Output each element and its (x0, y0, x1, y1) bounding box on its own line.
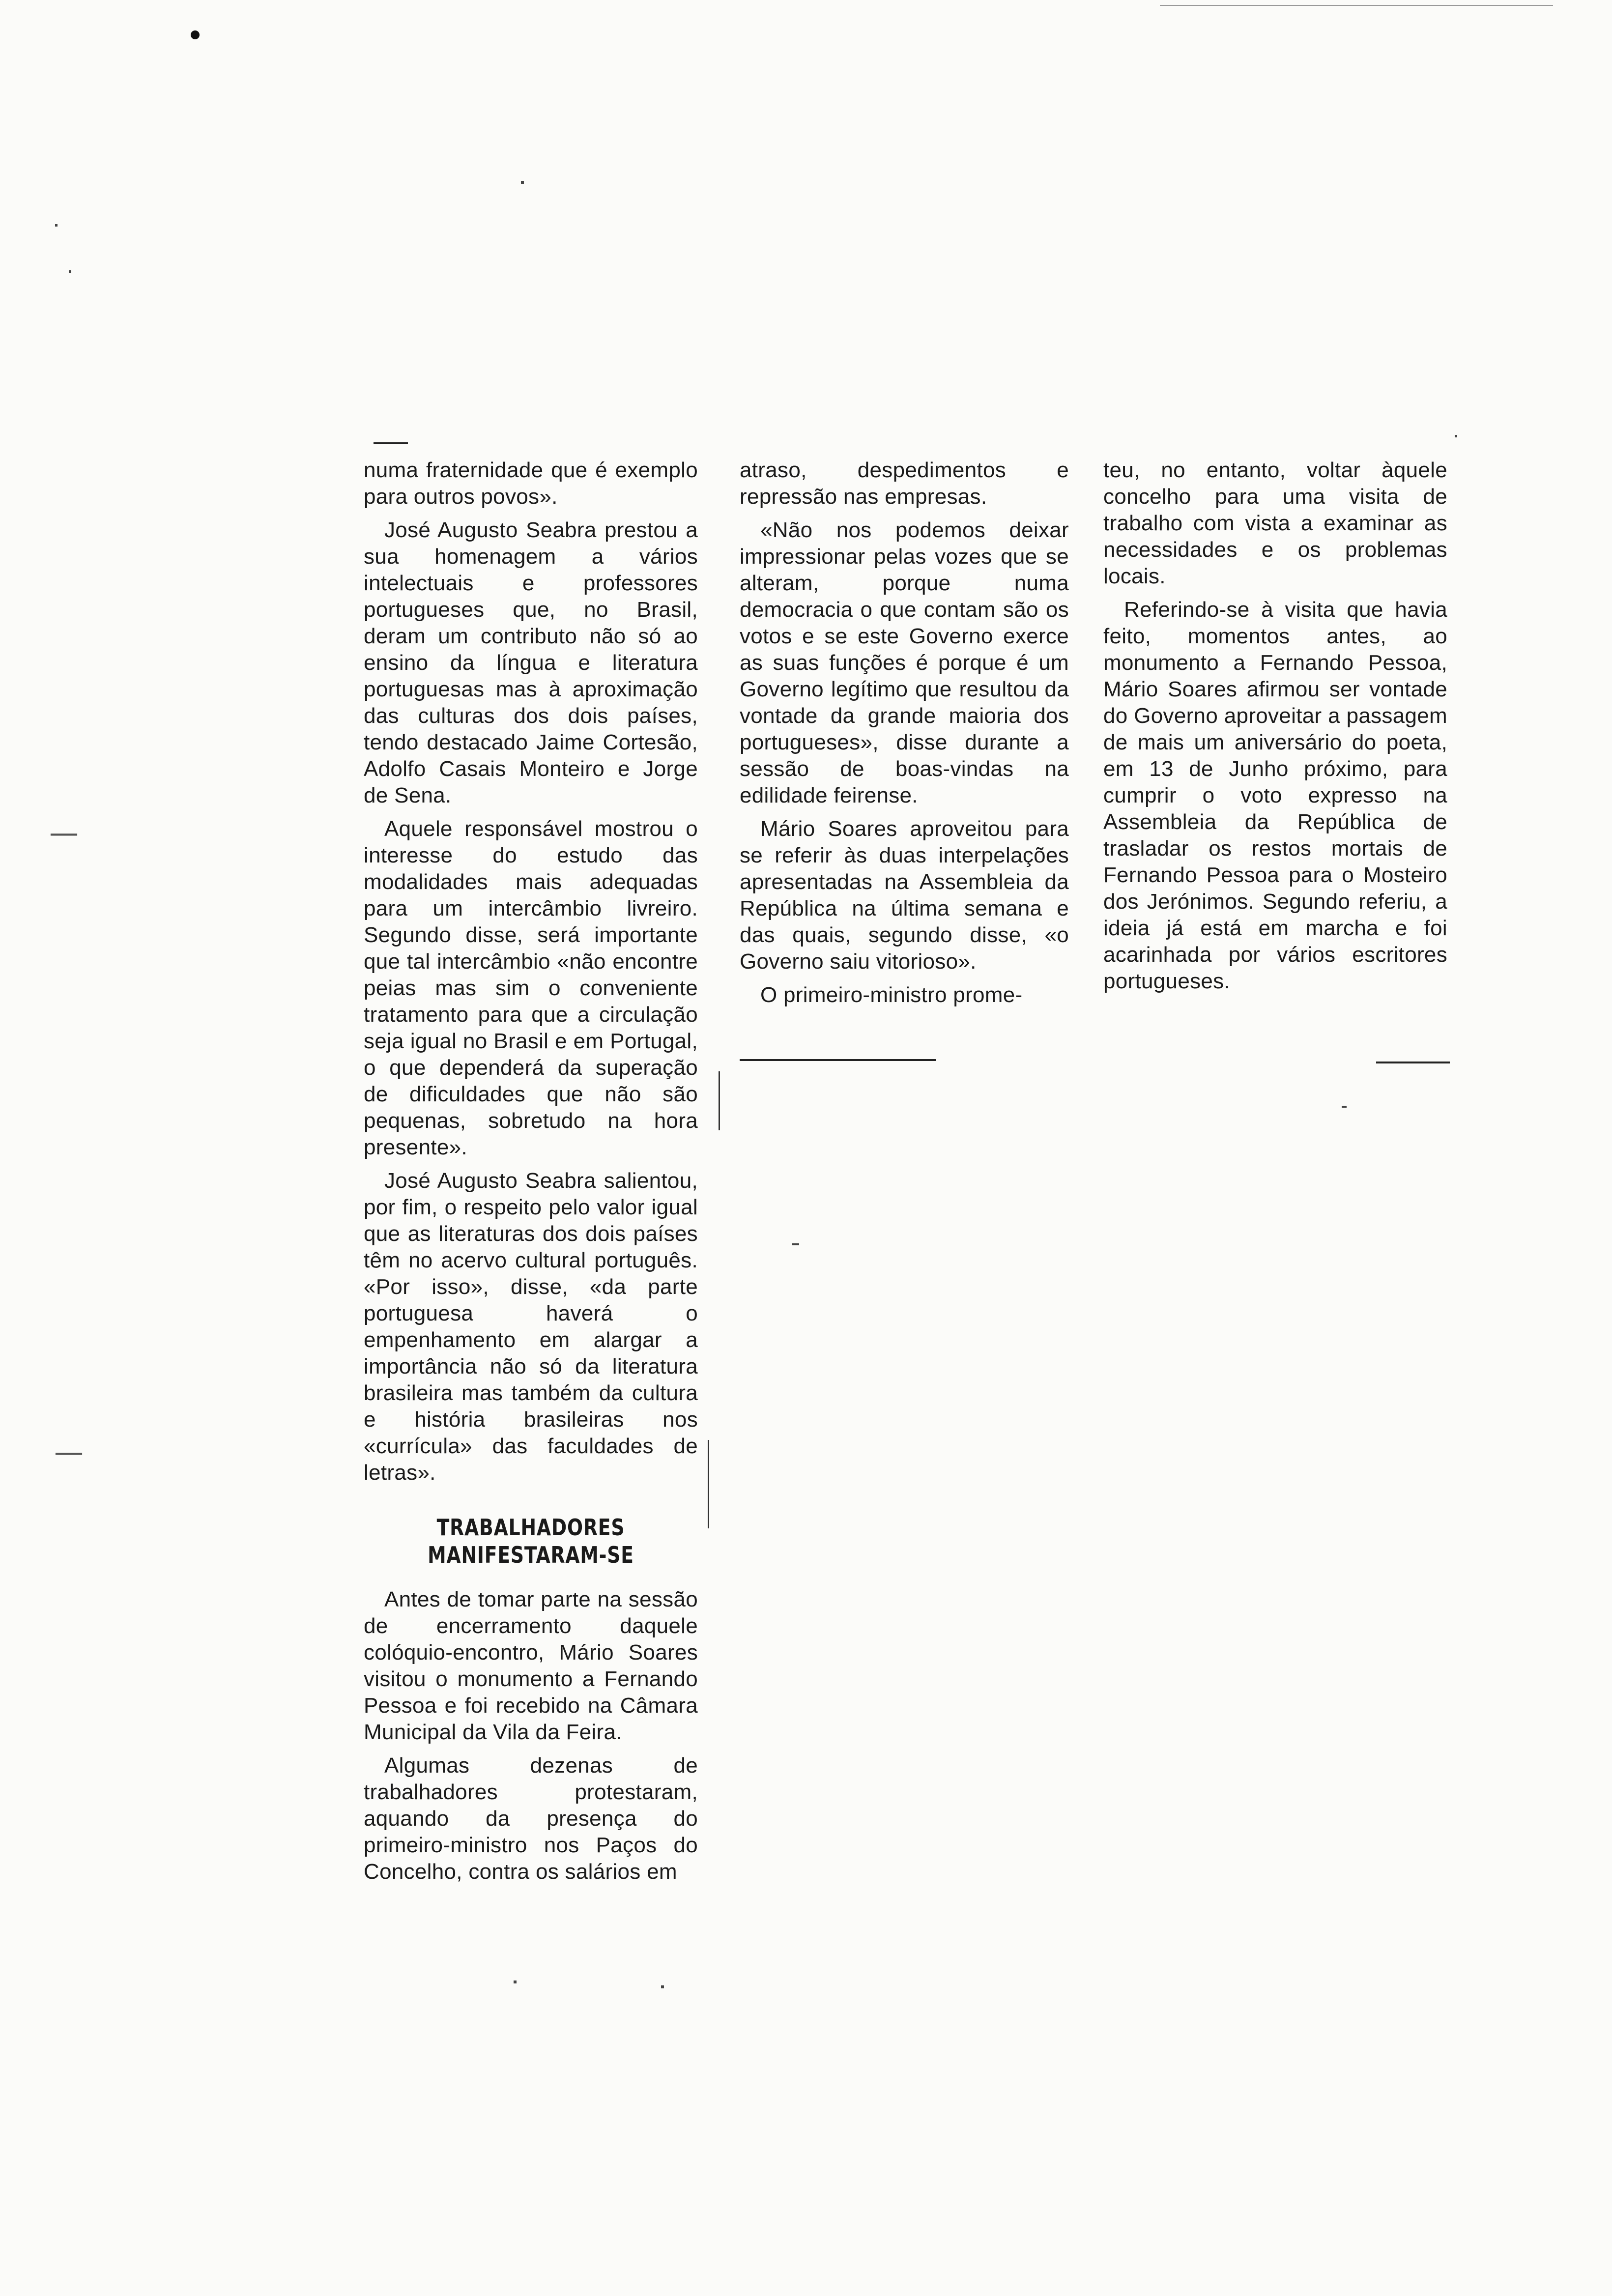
paragraph: numa fraternidade que é exemplo para outros povos». (364, 458, 698, 509)
paragraph: Mário Soares aproveitou para se referir às duas interpelações apresentadas na Assembleia da República na última semana e das quais, segundo disse, «o Governo saiu vitorioso». (740, 817, 1069, 974)
column2-end-rule (740, 1059, 936, 1061)
scan-speck (514, 1980, 517, 1983)
paragraph: atraso, despedimentos e repressão nas empresas. (740, 458, 1069, 509)
paragraph: Algumas dezenas de trabalhadores protestaram, aquando da presença do primeiro-ministro nos Paços do Concelho, contra os salários em (364, 1753, 698, 1884)
scan-speck (55, 224, 58, 227)
column1-top-rule (374, 442, 408, 444)
paragraph: «Não nos podemos deixar impressionar pelas vozes que se alteram, porque numa democracia o que contam são os votos e se este Governo exerce as suas funções é porque é um Governo legítimo que resultou da vontade da grande maioria dos portugueses», disse durante a sessão de boas-vindas na edilidade feirense. (740, 518, 1069, 807)
section-heading-line: MANIFESTARAM-SE (428, 1542, 634, 1568)
paragraph: O primeiro-ministro prome- (760, 983, 1023, 1007)
scan-speck (69, 270, 71, 273)
top-edge-line (1160, 5, 1553, 6)
section-heading (394, 1514, 668, 1569)
margin-dash-mark: — (49, 816, 79, 850)
paragraph: Antes de tomar parte na sessão de encerramento daquele colóquio-encontro, Mário Soares visitou o monumento a Fernando Pessoa e foi recebido na Câmara Municipal da Vila da Feira. (364, 1587, 698, 1744)
paragraph: José Augusto Seabra prestou a sua homenagem a vários intelectuais e professores portugueses que, no Brasil, deram um contributo não só ao ensino da língua e literatura portuguesas mas à aproximação das culturas dos dois países, tendo destacado Jaime Cortesão, Adolfo Casais Monteiro e Jorge de Sena. (364, 518, 698, 807)
scan-speck (521, 181, 524, 184)
paragraph: Referindo-se à visita que havia feito, momentos antes, ao monumento a Fernando Pessoa, Mário Soares afirmou ser vontade do Governo aproveitar a passagem de mais um aniversário do poeta, em 13 de Junho próximo, para cumprir o voto expresso na Assembleia da República de trasladar os restos mortais de Fernando Pessoa para o Mosteiro dos Jerónimos. Segundo referiu, a ideia já está em marcha e foi acarinhada por vários escritores portugueses. (1103, 598, 1447, 993)
scan-speck (661, 1985, 664, 1988)
scan-speck (1455, 435, 1457, 437)
article-column-2 (740, 457, 1069, 1015)
article-column-1 (364, 457, 698, 1892)
punch-hole-dot (191, 30, 200, 39)
column3-end-rule (1376, 1062, 1450, 1063)
scan-speck (1342, 1106, 1347, 1108)
paragraph: teu, no entanto, voltar àquele concelho para uma visita de trabalho com vista a examinar as necessidades e os problemas locais. (1103, 458, 1447, 588)
paragraph: Aquele responsável mostrou o interesse do estudo das modalidades mais adequadas para um intercâmbio livreiro. Segundo disse, será importante que tal intercâmbio «não encontre peias mas sim o conveniente tratamento para que a circulação seja igual no Brasil e em Portugal, o que dependerá da superação de dificuldades que não são pequenas, sobretudo na hora presente». (364, 817, 698, 1159)
column-divider (708, 1440, 709, 1528)
margin-dash-mark: — (54, 1435, 84, 1469)
paragraph: José Augusto Seabra salientou, por fim, o respeito pelo valor igual que as literaturas dos dois países têm no acervo cultural português. «Por isso», disse, «da parte portuguesa haverá o empenhamento em alargar a importância não só da literatura brasileira mas também da cultura e história brasileiras nos «currícula» das faculdades de letras». (364, 1169, 698, 1485)
scan-speck (792, 1243, 799, 1245)
column-divider (719, 1071, 720, 1130)
section-heading-line: TRABALHADORES (436, 1514, 625, 1541)
article-column-3 (1103, 457, 1447, 1002)
